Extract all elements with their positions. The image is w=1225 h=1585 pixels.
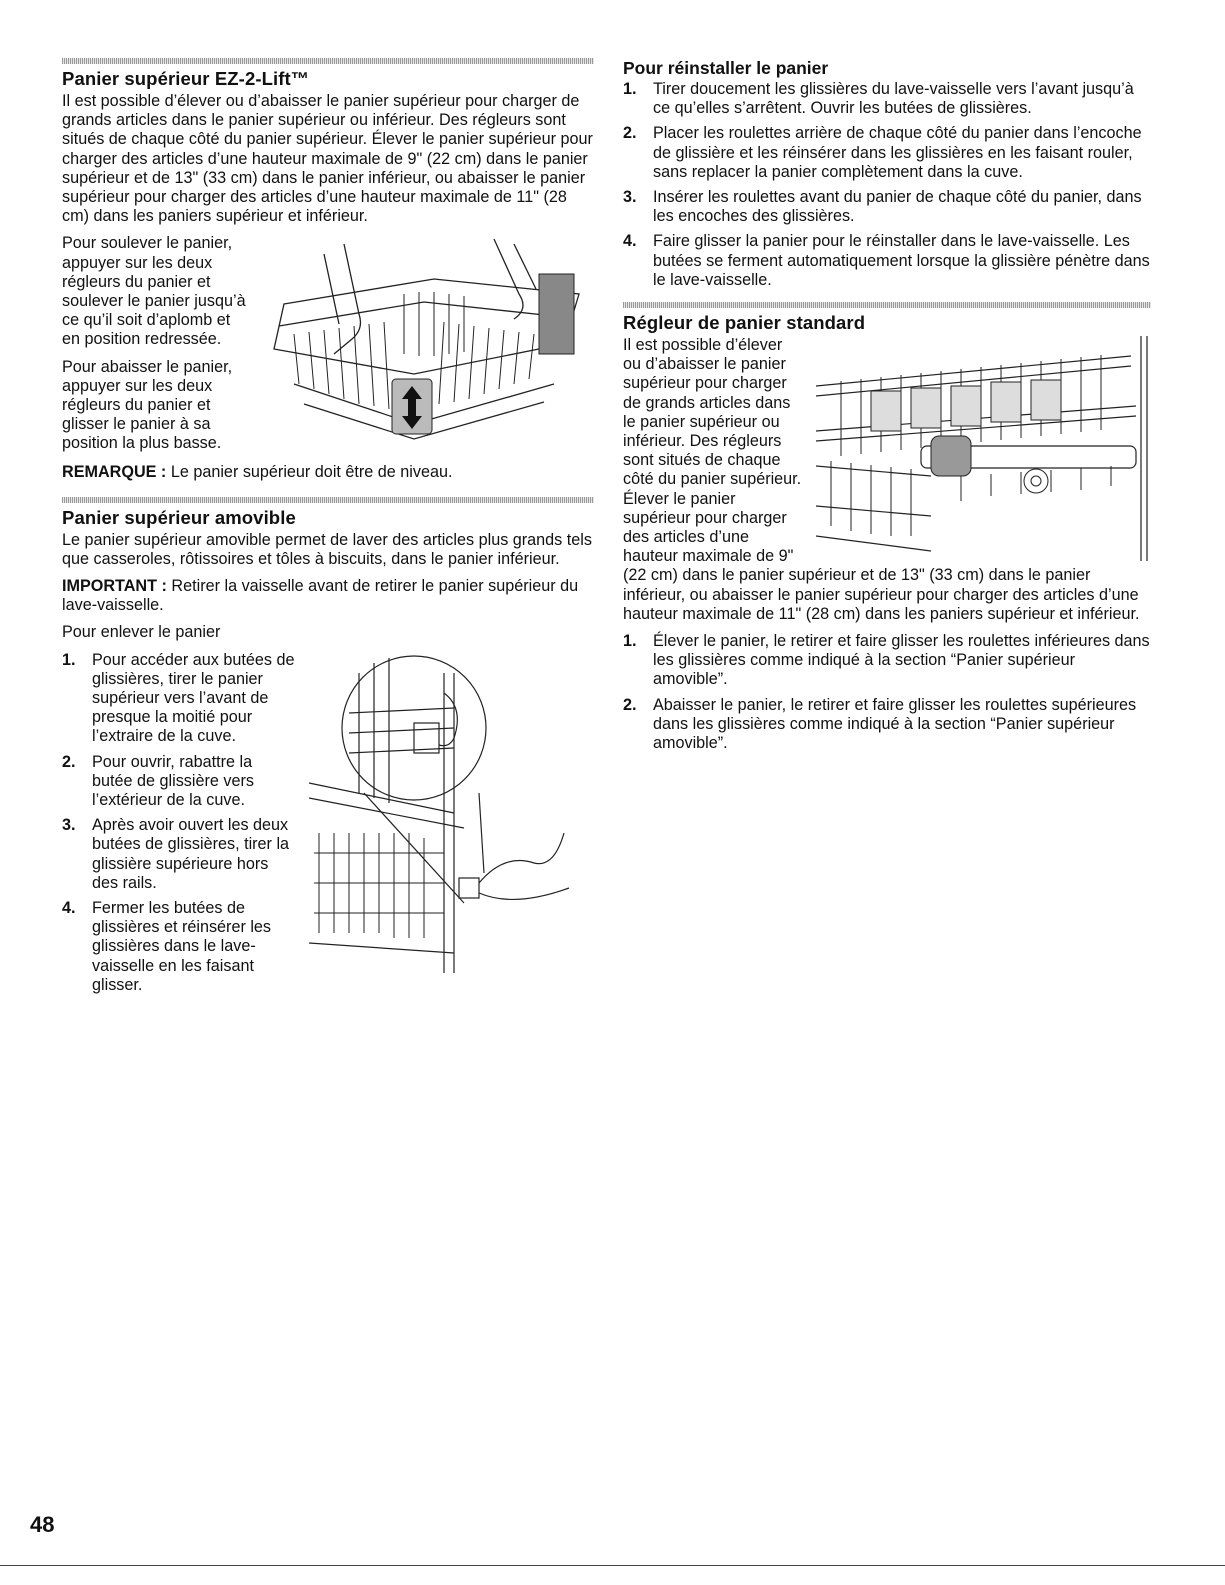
standard-adjuster-illustration [811, 336, 1151, 561]
removable-intro: Le panier supérieur amovible permet de laver des articles plus grands tels que casseroles, rôtissoires et tôles à biscuits, dans le panier inférieur. [62, 530, 592, 568]
list-item [62, 651, 594, 747]
ez-lift-lower-text: Pour abaisser le panier, appuyer sur les deux régleurs du panier et glisser le panier à sa position la plus basse. [62, 357, 233, 453]
list-item [623, 188, 1151, 226]
section-divider [62, 497, 594, 503]
step-number: 4. [62, 899, 76, 918]
note-text: Le panier supérieur doit être de niveau. [170, 463, 453, 482]
ez-lift-note [62, 463, 594, 482]
step-text: Pour ouvrir, rabattre la butée de glissière vers l’extérieur de la cuve. [92, 752, 254, 810]
important-text: Retirer la vaisselle avant de retirer le panier supérieur du lave-vaisselle. [62, 577, 579, 615]
list-item [62, 753, 594, 811]
step-number: 1. [623, 80, 637, 98]
step-number: 4. [623, 232, 637, 251]
step-number: 2. [623, 695, 637, 714]
important-label: IMPORTANT : [62, 577, 167, 596]
step-number: 2. [623, 124, 637, 143]
step-text: Après avoir ouvert les deux butées de glissières, tirer la glissière supérieure hors des rails. [92, 816, 290, 892]
step-text: Fermer les butées de glissières et réinsérer les glissières dans le lave-vaisselle en les faisant glisser. [92, 899, 272, 994]
list-item [62, 899, 594, 995]
ez-lift-intro: Il est possible d’élever ou d’abaisser le panier supérieur pour charger de grands articles dans le panier supérieur ou inférieur. Des régleurs sont situés de chaque côté du panier supérieur. Élever le panier supérieur pour charger des articles d’une hauteur maximale de 9" (22 cm) dans le panier supérieur et de 13" (33 cm) dans le panier inférieur, ou abaisser le panier supérieur pour charger des articles d’une hauteur maximale de 11" (28 cm) dans les paniers supérieur et inférieur. [62, 92, 593, 226]
section-divider [62, 58, 594, 64]
right-column [623, 58, 1151, 759]
step-text: Abaisser le panier, le retirer et faire glisser les roulettes supérieures dans les glissières comme indiqué à la section “Panier supérieur amovible”. [653, 695, 1137, 753]
step-number: 2. [62, 752, 76, 771]
step-text: Faire glisser la panier pour le réinstaller dans le lave-vaisselle. Les butées se ferment automatiquement lorsque la glissière pénètre dans le lave-vaisselle. [653, 232, 1150, 289]
ez-lift-illustration [264, 234, 594, 459]
list-item [623, 232, 1151, 290]
step-number: 1. [62, 650, 76, 669]
list-item [623, 124, 1151, 182]
step-text: Élever le panier, le retirer et faire glisser les roulettes inférieures dans les glissières comme indiqué à la section “Panier supérieur amovible”. [653, 632, 1150, 689]
section-divider [623, 302, 1151, 308]
note-label: REMARQUE : [62, 463, 167, 482]
standard-steps-list [623, 632, 1151, 753]
step-text: Tirer doucement les glissières du lave-vaisselle vers l’avant jusqu’à ce qu’elles s’arrêtent. Ouvrir les butées de glissières. [653, 80, 1134, 118]
step-number: 3. [623, 188, 637, 207]
page-number: 48 [30, 1512, 55, 1537]
removable-important [62, 577, 594, 615]
standard-adjuster-heading: Régleur de panier standard [623, 312, 866, 334]
remove-steps-list [62, 651, 594, 995]
list-item [623, 80, 1151, 118]
reinstall-steps-list [623, 80, 1151, 290]
list-item [623, 696, 1151, 754]
ez-lift-raise-text: Pour soulever le panier, appuyer sur les deux régleurs du panier et soulever le panier jusqu’à ce qu’il soit d’aplomb et en position redressée. [62, 234, 246, 349]
standard-adjuster-intro: Il est possible d’élever ou d’abaisser le panier supérieur pour charger de grands articles dans le panier supérieur ou inférieur. Des régleurs sont situés de chaque côté du panier supérieur. Élever le panier supérieur pour charger des articles d’une hauteur maximale de 9" (22 cm) dans le panier supérieur et de 13" (33 cm) dans le panier inférieur, ou abaisser le panier supérieur pour charger des articles d’une hauteur maximale de 11" (28 cm) dans les paniers supérieur et inférieur. [623, 336, 1140, 623]
left-column [62, 58, 594, 1001]
step-text: Placer les roulettes arrière de chaque côté du panier dans l’encoche de glissière et les réinsérer dans les glissières en les faisant rouler, sans replacer la panier complètement dans la cuve. [653, 124, 1142, 181]
step-number: 1. [623, 632, 637, 651]
step-text: Pour accéder aux butées de glissières, tirer le panier supérieur vers l’avant de presque la moitié pour l’extraire de la cuve. [92, 650, 295, 746]
step-number: 3. [62, 816, 76, 835]
removable-heading: Panier supérieur amovible [62, 506, 296, 528]
ez-lift-heading: Panier supérieur EZ-2-Lift™ [62, 68, 310, 89]
to-remove-label: Pour enlever le panier [62, 623, 221, 642]
list-item [62, 816, 594, 893]
list-item [623, 632, 1151, 690]
step-text: Insérer les roulettes avant du panier de chaque côté du panier, dans les encoches des glissières. [653, 188, 1142, 226]
page-bottom-rule [0, 1565, 1225, 1566]
reinstall-heading: Pour réinstaller le panier [623, 58, 829, 78]
